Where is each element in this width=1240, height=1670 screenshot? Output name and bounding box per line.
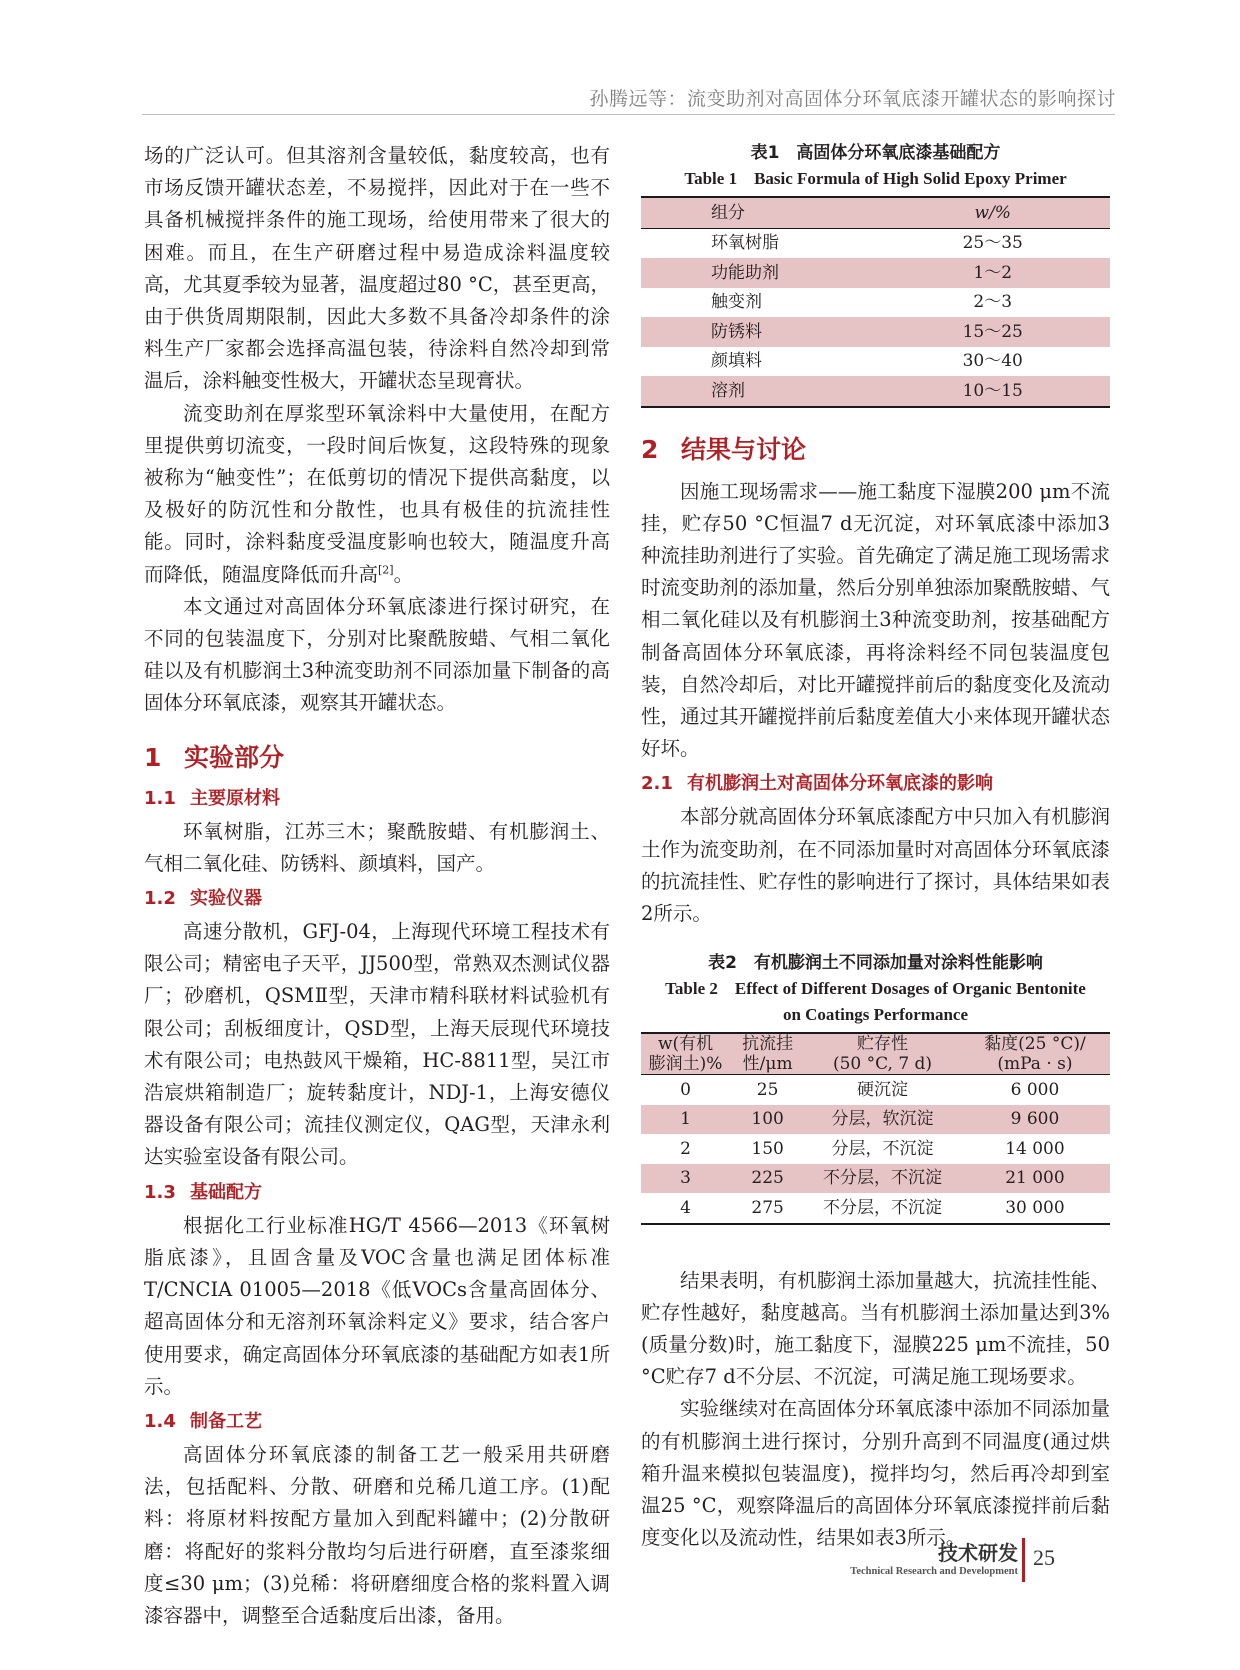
table-header-cell: w/% — [974, 202, 1011, 223]
paragraph: 本文通过对高固体分环氧底漆进行探讨研究，在不同的包装温度下，分别对比聚酰胺蜡、气相二氧化硅以及有机膨润土3种流变助剂不同添加量下制备的高固体分环氧底漆，观察其开罐状态。 — [144, 594, 610, 715]
footer-section-subtitle: Technical Research and Development — [850, 1566, 1018, 1577]
subsection-heading: 2.1 有机膨润土对高固体分环氧底漆的影响 — [641, 773, 993, 795]
table-header-row — [641, 1033, 1110, 1075]
table1-caption-cn: 表1 高固体分环氧底漆基础配方 — [750, 143, 1001, 163]
table-row: 3 225 不分层，不沉淀 21 000 — [641, 1164, 1110, 1194]
table-row: 功能助剂 1～2 — [641, 258, 1110, 288]
table-header-cell: 贮存性 (50 °C, 7 d) — [832, 1034, 933, 1075]
right-column — [641, 140, 1110, 1554]
table-header-cell: 组分 — [711, 202, 745, 223]
subsection-heading: 1.2 实验仪器 — [144, 888, 262, 910]
paragraph: 场的广泛认可。但其溶剂含量较低，黏度较高，也有市场反馈开罐状态差，不易搅拌，因此对于在一些不具备机械搅拌条件的施工现场，给使用带来了很大的困难。而且，在生产研磨过程中易造成涂料温度较高，尤其夏季较为显著，温度超过80 °C，甚至更高，由于供货周期限制，因此大多数不具备冷却条件的涂料生产厂家都会选择高温包装，待涂料自然冷却到常温后，涂料触变性极大，开罐状态呈现膏状。 — [144, 144, 610, 393]
table2-caption-en: on Coatings Performance — [782, 1005, 969, 1025]
section-heading: 1 实验部分 — [144, 742, 285, 772]
section-heading: 2 结果与讨论 — [641, 434, 807, 464]
header-rule — [142, 114, 1115, 115]
table-header-cell: 黏度(25 °C)/ (mPa · s) — [984, 1034, 1086, 1075]
subsection-heading: 1.3 基础配方 — [144, 1181, 262, 1203]
table-header-cell: 抗流挂 性/μm — [742, 1034, 794, 1075]
left-column — [144, 140, 610, 1632]
table-row: 4 275 不分层，不沉淀 30 000 — [641, 1193, 1110, 1224]
table2-caption-en: Table 2 Effect of Different Dosages of Organic Bentonite — [665, 979, 1086, 999]
page-number: 25 — [1033, 1545, 1055, 1570]
table-row: 0 25 硬沉淀 6 000 — [680, 1079, 1060, 1100]
table-row: 1 100 分层，软沉淀 9 600 — [641, 1105, 1110, 1135]
subsection-heading: 1.4 制备工艺 — [144, 1410, 262, 1432]
table2 — [641, 1032, 1110, 1225]
table-header-row — [641, 197, 1110, 228]
table-header-cell: w(有机 膨润土)% — [648, 1034, 723, 1075]
table-row: 颜填料 30～40 — [711, 351, 1023, 372]
paragraph: 环氧树脂，江苏三木；聚酰胺蜡、有机膨润土、气相二氧化硅、防锈料、颜填料，国产。 — [144, 819, 610, 875]
running-header: 孙腾远等：流变助剂对高固体分环氧底漆开罐状态的影响探讨 — [589, 88, 1116, 110]
table-row: 溶剂 10～15 — [641, 376, 1110, 407]
footer-divider — [1022, 1538, 1025, 1582]
paragraph: 根据化工行业标准HG/T 4566—2013《环氧树脂底漆》，且固含量及VOC含量也满足团体标准T/CNCIA 01005—2018《低VOCs含量高固体分、超高固体分和无溶剂环氧涂料定义》要求，结合客户使用要求，确定高固体分环氧底漆的基础配方如表1所示。 — [144, 1213, 610, 1398]
paragraph: 本部分就高固体分环氧底漆配方中只加入有机膨润土作为流变助剂，在不同添加量时对高固体分环氧底漆的抗流挂性、贮存性的影响进行了探讨，具体结果如表2所示。 — [641, 805, 1110, 925]
reference-mark[interactable]: [2] — [378, 563, 394, 577]
paragraph: 流变助剂在厚浆型环氧涂料中大量使用，在配方里提供剪切流变，一段时间后恢复，这段特殊的现象被称为“触变性”；在低剪切的情况下提供高黏度，以及极好的防沉性和分散性，也具有极佳的抗流挂性能。同时，涂料黏度受温度影响也较大，随温度升高而降低，随温度降低而升高[2]。 — [144, 401, 610, 586]
subsection-heading: 1.1 主要原材料 — [144, 787, 280, 809]
table-row: 触变剂 2～3 — [711, 292, 1013, 313]
paragraph: 实验继续对在高固体分环氧底漆中添加不同添加量的有机膨润土进行探讨，分别升高到不同温度(通过烘箱升温来模拟包装温度)，搅拌均匀，然后再冷却到室温25 °C，观察降温后的高固体分环氧底漆搅拌前后黏度变化以及流动性，结果如表3所示。 — [641, 1397, 1110, 1550]
table1 — [641, 196, 1110, 408]
table2-caption-cn: 表2 有机膨润土不同添加量对涂料性能影响 — [708, 953, 1043, 974]
paragraph: 结果表明，有机膨润土添加量越大，抗流挂性能、贮存性越好，黏度越高。当有机膨润土添加量达到3%(质量分数)时，施工黏度下，湿膜225 μm不流挂，50 °C贮存7 d不分层、不沉淀，可满足施工现场要求。 — [641, 1268, 1110, 1389]
footer-section-title: 技术研发 — [938, 1541, 1018, 1565]
table-row: 2 150 分层，不沉淀 14 000 — [680, 1138, 1065, 1159]
paragraph: 高固体分环氧底漆的制备工艺一般采用共研磨法，包括配料、分散、研磨和兑稀几道工序。(1)配料：将原材料按配方量加入到配料罐中；(2)分散研磨：将配好的浆料分散均匀后进行研磨，直至漆浆细度≤30 μm；(3)兑稀：将研磨细度合格的浆料置入调漆容器中，调整至合适黏度后出漆，备用。 — [144, 1442, 610, 1627]
table-row: 防锈料 15～25 — [641, 317, 1110, 347]
table1-caption-en: Table 1 Basic Formula of High Solid Epoxy Primer — [684, 169, 1067, 188]
paragraph: 高速分散机，GFJ-04，上海现代环境工程技术有限公司；精密电子天平，JJ500型，常熟双杰测试仪器厂；砂磨机，QSMⅡ型，天津市精科联材料试验机有限公司；刮板细度计，QSD型，上海天辰现代环境技术有限公司；电热鼓风干燥箱，HC-8811型，吴江市浩宸烘箱制造厂；旋转黏度计，NDJ-1，上海安德仪器设备有限公司；流挂仪测定仪，QAG型，天津永利达实验室设备有限公司。 — [144, 920, 610, 1169]
table-row: 环氧树脂 25～35 — [711, 233, 1023, 254]
paragraph: 因施工现场需求——施工黏度下湿膜200 μm不流挂，贮存50 °C恒温7 d无沉淀，对环氧底漆中添加3种流挂助剂进行了实验。首先确定了满足施工现场需求时流变助剂的添加量，然后分别单独添加聚酰胺蜡、气相二氧化硅以及有机膨润土3种流变助剂，按基础配方制备高固体分环氧底漆，再将涂料经不同包装温度包装，自然冷却后，对比开罐搅拌前后的黏度变化及流动性，通过其开罐搅拌前后黏度差值大小来体现开罐状态好坏。 — [641, 479, 1110, 761]
